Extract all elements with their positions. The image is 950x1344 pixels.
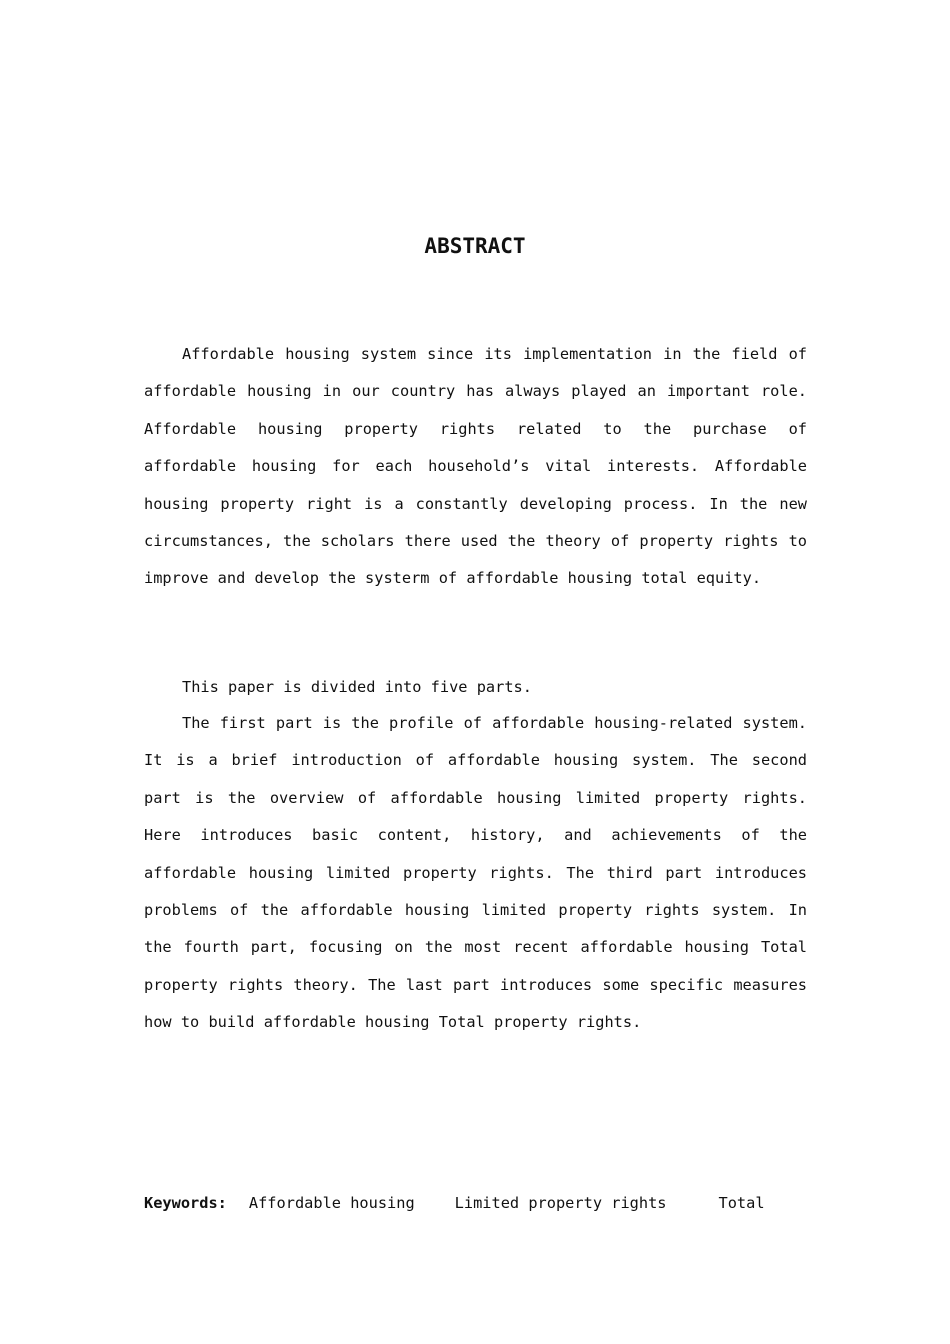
keywords-line bbox=[144, 1185, 807, 1222]
keyword-limited-property-rights: Limited property rights bbox=[454, 1194, 667, 1212]
abstract-paragraph-3: The first part is the profile of affordable housing-related system. It is a brief introduction of affordable housing system. The second part is the overview of affordable housing limited property rights. Here introduces basic content, history, and achievements of the affordable housing limited property rights. The third part introduces problems of the affordable housing limited property rights system. In the fourth part, focusing on the most recent affordable housing Total property rights theory. The last part introduces some specific measures how to build affordable housing Total property rights. bbox=[144, 714, 807, 1032]
keyword-affordable-housing: Affordable housing bbox=[248, 1194, 415, 1212]
abstract-title: ABSTRACT bbox=[424, 234, 526, 258]
abstract-paragraph-2: This paper is divided into five parts. bbox=[182, 678, 532, 696]
keywords-label: Keywords: bbox=[144, 1194, 227, 1212]
keyword-total: Total bbox=[718, 1194, 765, 1212]
abstract-paragraph-1: Affordable housing system since its implementation in the field of affordable housing in our country has always played an important role. Affordable housing property rights related to the purchase of affordable housing for each household’s vital interests. Affordable housing property right is a constantly developing process. In the new circumstances, the scholars there used the theory of property rights to improve and develop the systerm of affordable housing total equity. bbox=[144, 345, 807, 588]
